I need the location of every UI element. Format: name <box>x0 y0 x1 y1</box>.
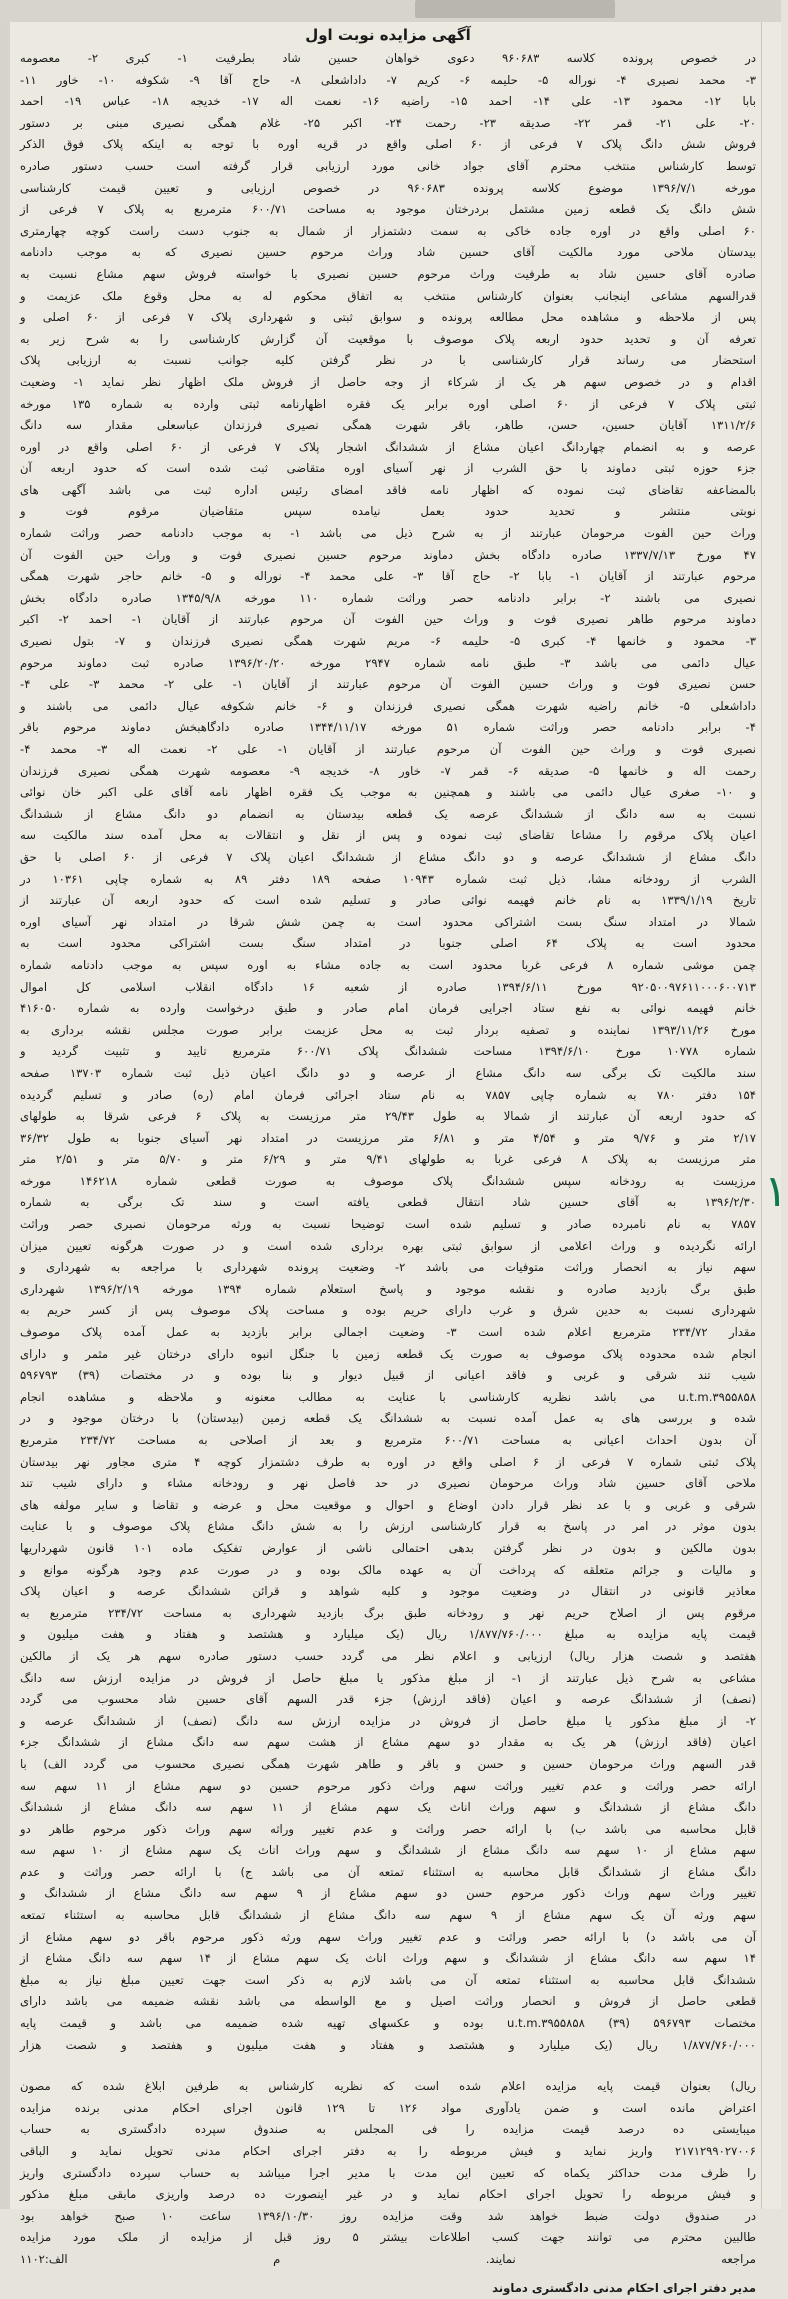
closing-line: را ظرف مدت حداکثر یکماه که تعیین این مدت با مدیر اجرا میباشد به حساب سپرده دادگستری واریز <box>20 2165 756 2180</box>
notice-line: توسط کارشناس منتخب محترم آقای جواد خانی مورد ارزیابی قرار گرفته است حسب دستور صادره <box>20 158 756 173</box>
notice-line: u.t.m.۳۹۵۵۸۵۸ می باشد نظریه کارشناسی با عنایت به مطالب معنونه و ملاحظه و مشاهده انجام <box>20 1389 756 1404</box>
notice-line: مختصات u.t.m.۳۹۵۵۸۵۸ (۳۹) ۵۹۶۷۹۳ بوده و عکسهای تهیه شده ضمیمه می باشد و قیمت پایه <box>20 2016 756 2031</box>
closing-line: و فیش مربوطه را تحویل اجرای احکام نماید و در غیر اینصورت ده درصد واریزی مابقی مبلغ مذکور <box>20 2187 756 2202</box>
notice-line: در خصوص پرونده کلاسه ۹۶۰۶۸۳ دعوی خواهان حسین شاد بطرفیت ۱- کبری ۲- معصومه <box>20 51 756 65</box>
notice-line: شیب تند شرقی و غربی و فاقد اعیانی از قبیل دیوار و بنا بوده و در مختصات (۳۹) ۵۹۶۷۹۳ <box>20 1368 756 1383</box>
notice-line: طبق برگ بازدید صادره و نقشه موجود و پاسخ استعلام شماره ۱۳۹۴ مورخه ۱۳۹۶/۲/۱۹ شهرداری <box>20 1281 756 1296</box>
notice-line: ۱/۸۷۷/۷۶۰/۰۰۰ ریال (یک میلیارد و هشتصد و هفتاد و هفت میلیون و هفتصد و شصت هزار <box>20 2037 756 2052</box>
notice-line: انجام شده محدوده پلاک موصوف به صورت یک قطعه زمین با جنگل انبوه دارای درختان غیر مثمر و دارای <box>20 1346 756 1361</box>
notice-line: قیمت پایه مزایده به مبلغ ۱/۸۷۷/۷۶۰/۰۰۰ ریال (یک میلیارد و هشتصد و هفتاد و هفت میلیون و <box>20 1627 756 1642</box>
notice-line: چمن موشی شماره ۸ فرعی غربا محدود است به جاده مشاء به اوره سپس به موجب دادنامه شماره <box>20 957 756 972</box>
notice-line: ۳- محمد نصیری ۴- نوراله ۵- حلیمه ۶- کریم ۷- داداشعلی ۸- حاج آقا ۹- شکوفه ۱۰- خاور ۱۱- <box>20 72 756 87</box>
notice-line: متر مرزیست به پلاک ۸ فرعی غربا به طولهای ۹/۴۱ متر و ۶/۲۹ متر و ۵/۷۰ متر و ۲/۵۱ متر <box>20 1152 756 1167</box>
notice-line: ۴۷ مورخ ۱۳۳۷/۷/۱۳ صادره دادگاه بخش دماوند مرحوم حسین نصیری فوت و وراث حین الفوت آن <box>20 547 756 562</box>
notice-line: بیدستان ملاحی مورد مالکیت آقای حسین شاد وراث مرحوم حسین نصیری که به موجب دادنامه <box>20 245 756 260</box>
notice-title: آگهی مزایده نوبت اول <box>305 26 471 44</box>
notice-line: ششدانگ قابل محاسبه به استثناء تمتعه آن می باشد لازم به ذکر است جهت تعیین مبلغ نیاز به مبلغ <box>20 1972 756 1987</box>
notice-line: شهرداری نسبت به حدین شرق و غرب دارای حریم بوده و مساحت پلاک موصوف پس از کسر حریم به <box>20 1303 756 1318</box>
notice-line: مورخ ۱۳۹۳/۱۱/۲۶ نماینده و تصفیه بردار ثبت به محل عزیمت برابر صورت مجلس نقشه برداری به <box>20 1022 756 1037</box>
notice-line: ۷۸۵۷ به نام نامبرده صادر و تسلیم شده است توضیحا نسبت به ورثه مرحومان نصیری حصر وراثت <box>20 1217 756 1232</box>
notice-line: سهم مشاع از ۱۰ سهم سه دانگ مشاع از ششدانگ و سهم وراث اناث یک سهم مشاع از ۱۰ سهم سه <box>20 1843 756 1858</box>
notice-signature: مدیر دفتر اجرای احکام مدنی دادگستری دماوند <box>492 2280 756 2295</box>
notice-line: ۱۵۴ دفتر ۷۸۰ به شماره چاپی ۷۸۵۷ به نام ستاد اجرائی فرمان امام (ره) صادر و تسلیم گردیده <box>20 1087 756 1102</box>
closing-line: ریال) بعنوان قیمت پایه مزایده اعلام شده است که نظریه کارشناس به طرفین ابلاغ شده که مصون <box>20 2079 756 2094</box>
notice-line: دانگ مشاع از ششدانگ قابل محاسبه به استثناء تمتعه آن می باشد ج) با ارائه حصر وراثت و عدم <box>20 1864 756 1879</box>
notice-line: و ۱۰- صغری عیال دائمی می باشند و همچنین به موجب یک فقره اظهار نامه آقای علی اکبر خان نوائی <box>20 785 756 800</box>
notice-line: استحضار می رساند قرار کارشناسی با در نظر گرفتن کلیه جوانب نسبت به ارزیابی پلاک <box>20 353 756 368</box>
notice-body <box>20 48 756 2056</box>
closing-line: میبایستی ده درصد قیمت مزایده را فی المجلس به صندوق سپرده دادگستری به حساب <box>20 2122 756 2137</box>
notice-line: ۹۲۰۵۰۰۹۷۶۱۱۰۰۰۶۰۰۷۱۳ مورخ ۱۳۹۴/۶/۱۱ صادره از شعبه ۱۶ دادگاه انقلاب اسلامی کل اموال <box>20 979 756 994</box>
notice-line: شرقی و غربی و با عد نظر قرار دادن اوضاع و احوال و موقعیت محل و عرضه و تقاضا و سایر مولفه های <box>20 1497 756 1512</box>
notice-line: ۳- محمود و خانمها ۴- کبری ۵- حلیمه ۶- مریم شهرت همگی نصیری فرزندان و ۷- بتول نصیری <box>20 634 757 649</box>
notice-line: فروش شش دانگ پلاک ۷ فرعی از ۶۰ اصلی واقع در قریه اوره با توجه به اینکه پلاک فوق الذکر <box>20 137 756 152</box>
notice-line: خانم فهیمه نوائی به نفع ستاد اجرایی فرمان امام صادر و طبق درخواست وارده به شماره ۴۱۶۰۵۰ <box>20 1001 756 1016</box>
notice-line: تغییر وراث سهم وراث ذکور مرحوم حسن دو سهم مشاع از ۹ سهم سه دانگ مشاع از ششدانگ و <box>20 1886 756 1901</box>
notice-line: بدون موثر در امر در پاسخ به قرار کارشناسی ارزش را به شش دانگ مشاع پلاک موصوف و با عنایت <box>20 1519 756 1534</box>
notice-line: شده و بررسی های به عمل آمده نسبت به ششدانگ یک قطعه زمین (بیدستان) با درختان موجود و در <box>20 1411 756 1426</box>
notice-line: تعرفه آن و تحدید حدود اربعه پلاک موصوف با موقعیت آن گزارش کارشناسی را به شرح زیر به <box>20 331 756 346</box>
notice-line: مقدار ۲۳۴/۷۲ مترمربع اعلام شده است ۳- وضعیت اجمالی برابر بازدید به عمل آمده پلاک موصوف <box>20 1325 756 1340</box>
notice-line: هفتصد و شصت هزار ریال) ارزیابی و اعلام نظر می گردد حسب دستور صادره سهم هر یک از مالکین <box>20 1648 756 1663</box>
notice-line: اقدام و در خصوص سهم هر یک از شرکاء از وجه حاصل از فروش ملک اظهار نظر نماید ۱- وضعیت <box>20 374 757 389</box>
notice-line: حسن نصیری فوت و وراث حسین الفوت آن مرحوم عبارتند از آقایان ۱- علی ۲- محمد ۳- علی ۴- <box>20 677 757 692</box>
notice-line: قابل محاسبه می باشد ب) با ارائه حصر وراثت و عدم تغییر وراثه سهم وراث ذکور مرحوم طاهر دو <box>20 1821 756 1836</box>
notice-line: پلاک ثبتی شماره ۷ فرعی از ۶ اصلی واقع در اوره به طرف دشتمزار کوچه ۴ متری مجاور نهر بیدستان <box>20 1454 757 1469</box>
notice-line: پس از ملاحظه و مشاهده محل مطالعه پرونده و سوابق ثبتی و شهرداری پلاک ۷ فرعی از ۶۰ اصلی و <box>20 310 756 325</box>
notice-line: اعیان (فاقد ارزش) هر یک به مقدار دو سهم مشاع از هشت سهم سه دانگ مشاع از ششدانگ جزء <box>20 1735 756 1750</box>
notice-line: ملاحی آقای حسین شاد وراث مرحومان نصیری در حد فاصل نهر و رودخانه مشاء و دارای شیب تند <box>20 1476 756 1491</box>
notice-line: ۱۳۹۶/۲/۳۰ به آقای حسین شاد انتقال قطعی یافته است و سند تک برگی به شماره <box>20 1195 756 1210</box>
notice-line: نوبتی منتشر و تحدید حدود بعمل نیامده سپس متقاضیان مرقوم فوت و <box>20 504 756 519</box>
notice-line: ۲/۱۷ متر و ۹/۷۶ متر و ۴/۵۴ متر و ۶/۸۱ متر مرزیست در امتداد نهر آسیای جنوبا به طول ۳۶/۳۲ <box>20 1130 756 1145</box>
paragraph-gap <box>20 2056 756 2076</box>
notice-line: ۲- از مبلغ مذکور یا مبلغ حاصل از فروش در مزایده ارزش سه دانگ (نصف) از ششدانگ عرصه و <box>20 1713 756 1728</box>
notice-line: رحمت اله و خانمها ۵- صدیقه ۶- قمر ۷- خاور ۸- خدیجه ۹- معصومه شهرت همگی نصیری فرزندان <box>20 763 757 778</box>
closing-line: طالبین محترم می توانند جهت کسب اطلاعات بیشتر ۵ روز قبل از مزایده از ملک مورد مزایده <box>20 2230 756 2245</box>
notice-line: سهم نیاز به انحصار وراثت متوفیات می باشد ۲- وضعیت پرونده شهرداری با مراجعه به شهرداری و <box>20 1260 757 1275</box>
notice-line: بدون مالکین و بدون در نظر گرفتن بدهی احتمالی ناشی از عوارض تفکیک ماده ۱۰۱ قانون شهرداریها <box>20 1540 757 1555</box>
notice-line: ۱۴ سهم سه دانگ مشاع از ششدانگ و سهم وراث اناث یک سهم مشاع از ۱۴ سهم سه دانگ مشاع از <box>20 1951 756 1966</box>
notice-line: مرزیست به رودخانه سپس ششدانگ پلاک موصوف به صورت قطعی شماره ۱۴۶۲۱۸ مورخه <box>20 1173 756 1188</box>
left-column-edge <box>0 22 10 2209</box>
notice-line: مشاعی به شرح ذیل عبارتند از ۱- از مبلغ مذکور یا مبلغ حاصل از فروش در مزایده ارزش سه دانگ <box>20 1670 756 1685</box>
notice-line: (نصف) از ششدانگ عرصه و اعیان (فاقد ارزش) جزء قدر السهم آقای حسین شاد محسوب می گردد <box>20 1692 756 1707</box>
notice-line: ۲۰- علی ۲۱- قمر ۲۲- صدیقه ۲۳- رحمت ۲۴- اکبر ۲۵- غلام همگی نصیری مبنی بر دستور <box>20 115 756 130</box>
notice-line: ارائه نگردیده و وراث اعلامی از سوابق ثبتی بهره برداری شده است و در صورت هرگونه تعیین میزان <box>20 1238 756 1253</box>
notice-line: سند مالکیت تک برگی سه دانگ مشاع از عرصه و دو دانگ اعیان ذیل ثبت شماره ۱۳۷۰۳ صفحه <box>20 1065 756 1080</box>
notice-line: ۶۰ اصلی واقع در اوره جاده خاکی به سمت دشتمزار از شمال به جنوب دست راست کوچه چهارمتری <box>20 223 756 238</box>
column-divider <box>761 22 762 2209</box>
notice-closing <box>20 2076 756 2270</box>
notice-line: نصیری فوت و وراث حین الفوت آن مرحوم عبارتند از آقایان ۱- علی ۲- نعمت اله ۳- محمد ۴- <box>20 742 756 756</box>
notice-line: قدر السهم وراث مرحومان حسین و حسن و باقر و طاهر شهرت همگی نصیری محسوب می گردد الف) با <box>20 1756 756 1771</box>
notice-line: شش دانگ یک قطعه زمین مشتمل بردرختان موجود به مساحت ۶۰۰/۷۱ مترمربع به پلاک ۷ فرعی از <box>20 202 756 217</box>
closing-line: ۲۱۷۱۲۹۹۰۲۷۰۰۶ واریز نماید و فیش مربوطه را به دفتر اجرای احکام مدنی تحویل نماید و الباقی <box>20 2144 756 2158</box>
notice-line: اعیان پلاک مرقوم را مشاعا تقاضای ثبت نموده و پس از نقل و انتقالات به محل آمده سند مالکیت سه <box>20 828 756 843</box>
notice-line: جزء حوزه ثبتی دماوند با حق الشرب از نهر آسیای اوره متقاضی ثبت شده است که حدود اربعه آن <box>20 461 756 476</box>
notice-line: که حدود اربعه آن عبارتند از شمالا به طول ۲۹/۴۳ متر مرزیست به پلاک ۶ فرعی شرقا به طولهای <box>20 1109 757 1124</box>
notice-line: تاریخ ۱۳۳۹/۱/۱۹ به نام خانم فهیمه نوائی صادر و تسلیم شده است که حدود اربعه آن عبارتند از <box>20 893 756 908</box>
closing-line: مراجعه نمایند. م الف:۱۱۰۲ <box>20 2251 756 2266</box>
notice-line: الشرب از رودخانه مشا، ذیل ثبت شماره ۱۰۹۴۳ صفحه ۱۸۹ دفتر ۸۹ به شماره چاپی ۱۰۳۶۱ در <box>20 871 757 886</box>
notice-line: نصیری می باشند ۲- برابر دادنامه حصر وراثت شماره ۱۱۰ مورخه ۱۳۴۵/۹/۸ صادره دادگاه بخش <box>20 590 756 605</box>
notice-line: مورخه ۱۳۹۶/۷/۱ موضوع کلاسه پرونده ۹۶۰۶۸۳ در خصوص ارزیابی و تعیین قیمت کارشناسی <box>20 180 756 195</box>
page-header-strip <box>0 0 781 22</box>
notice-line: نسبت به سه دانگ از ششدانگ عرصه یک قطعه بیدستان به انضمام دو دانگ مشاع از ششدانگ <box>20 806 756 821</box>
notice-line: مرحوم عبارتند از آقایان ۱- بابا ۲- حاج آقا ۳- علی محمد ۴- نوراله و ۵- خانم حاجر شهرت همگی <box>20 569 756 584</box>
notice-line: شمالا در امتداد سنگ بست اشتراکی محدود است به چمن شش شرقا در امتداد نهر آسیای اوره <box>20 914 756 929</box>
closing-line: اعتراض مانده است و ضمن یادآوری مواد ۱۲۶ تا ۱۲۹ قانون اجرای احکام مدنی برنده مزایده <box>20 2100 756 2115</box>
closing-line: در صندوق دولت ضبط خواهد شد وقت مزایده روز ۱۳۹۶/۱۰/۳۰ ساعت ۱۰ صبح خواهد بود <box>20 2208 756 2223</box>
notice-line: وراث حین الفوت مرحومان عبارتند از به شرح ذیل می باشد ۱- به موجب دادنامه حصر وراثت شماره <box>20 526 756 541</box>
notice-line: دانگ مشاع از ششدانگ و سهم وراث اناث یک سهم مشاع از ۱۱ سهم سه دانگ مشاع از ششدانگ <box>20 1800 756 1815</box>
notice-line: داداشعلی ۵- خانم راضیه شهرت همگی نصیری فرزندان و ۶- خانم شکوفه عیال دائمی می باشند و <box>20 698 756 713</box>
notice-line: و مالیات و جرائم متعلقه که پرداخت آن به عهده مالک بوده و در صورت عدم وجود هرگونه موانع و <box>20 1562 756 1577</box>
notice-line: قدرالسهم مشاعی اینجانب بعنوان کارشناس منتخب به اتفاق محکوم له به محل وقوع ملک عزیمت و <box>20 288 756 303</box>
notice-line: دانگ مشاع از ششدانگ عرصه و دو دانگ مشاع از ششدانگ اعیان پلاک ۷ فرعی از ۶۰ اصلی با حق <box>20 849 757 864</box>
notice-line: صادره آقای حسین شاد به طرفیت وراث مرحوم حسین نصیری با خواسته فروش سهم مشاع نسبت به <box>20 266 756 281</box>
notice-line: آن می باشد د) با ارائه حصر وراثت و عدم تغییر وراث سهم ورثه ذکور مرحوم باقر دو سهم مشاع از <box>20 1929 756 1944</box>
notice-line: بالمضاعفه تقاضای ثبت نموده که اظهار نامه فاقد امضای رئیس اداره ثبت می باشد آگهی های <box>20 482 756 497</box>
notice-line: سهم ورثه آن یک سهم مشاع از ۹ سهم سه دانگ مشاع از ششدانگ قابل محاسبه به استثناء تمتعه <box>20 1908 756 1923</box>
notice-line: دماوند مرحوم طاهر نصیری فوت و وراث حین الفوت آن مرحوم عبارتند از آقایان ۱- احمد ۲- اکبر <box>20 612 756 627</box>
notice-line: قطعی حاصل از فروش و انحصار وراثت اصیل و مع الواسطه می باشد نقشه ضمیمه می باشد دارای <box>20 1994 756 2009</box>
auction-notice <box>20 26 756 2299</box>
header-dark-block <box>415 0 615 18</box>
notice-line: عرصه و به انضمام چهاردانگ اعیان مشاع از ششدانگ اشجار پلاک ۷ فرعی از ۶۰ اصلی واقع در اوره <box>20 439 756 454</box>
notice-line: معاذیر قانونی در انتقال در وضعیت موجود و کلیه شواهد و قرائن ششدانگ عرصه و اعیان پلاک <box>20 1584 756 1599</box>
notice-line: عیال دائمی می باشد ۳- طبق نامه شماره ۲۹۴۷ مورخه ۱۳۹۶/۲۰/۲۰ صادره ثبت دماوند مرحوم <box>20 655 756 670</box>
notice-line: محدود است به پلاک ۶۴ اصلی جنوبا در امتداد سنگ بست اشتراکی محدود است به <box>20 936 756 951</box>
notice-line: مرقوم پس از اصلاح حریم نهر و رودخانه طبق برگ بازدید شهرداری به مساحت ۲۳۴/۷۲ مترمربع به <box>20 1605 756 1620</box>
margin-handwritten-mark: ۱ <box>764 1166 788 1217</box>
notice-line: ارائه حصر وراثت و عدم تغییر وراثت سهم وراث ذکور مرحوم حسین دو سهم مشاع از ۱۱ سهم سه <box>20 1778 756 1793</box>
notice-line: بابا ۱۲- محمود ۱۳- علی ۱۴- احمد ۱۵- راضیه ۱۶- نعمت اله ۱۷- خدیجه ۱۸- عباس ۱۹- احمد <box>20 94 756 109</box>
notice-line: آن بدون احداث اعیانی به مساحت ۶۰۰/۷۱ مترمربع و بعد از اصلاحی به مساحت ۲۳۴/۷۲ مترمربع <box>20 1433 756 1447</box>
notice-line: ۴- برابر دادنامه حصر وراثت شماره ۵۱ مورخه ۱۳۴۴/۱۱/۱۷ صادره دادگاهبخش دماوند مرحوم باقر <box>20 720 756 735</box>
notice-line: ثبتی پلاک ۷ فرعی از ۶۰ اصلی اوره برابر یک فقره اظهارنامه ثبتی وارده به شماره ۱۳۵ مورخه <box>20 396 756 411</box>
notice-line: شماره ۱۰۷۷۸ مورخ ۱۳۹۴/۶/۱۰ مساحت ششدانگ پلاک ۶۰۰/۷۱ مترمربع تایید و تثبیت گردید و <box>20 1044 756 1059</box>
notice-line: ۱۳۱۱/۲/۶ آقایان حسین، حسن، طاهر، باقر شهرت همگی نصیری فرزندان عباسعلی مقدار سه دانگ <box>20 418 756 433</box>
